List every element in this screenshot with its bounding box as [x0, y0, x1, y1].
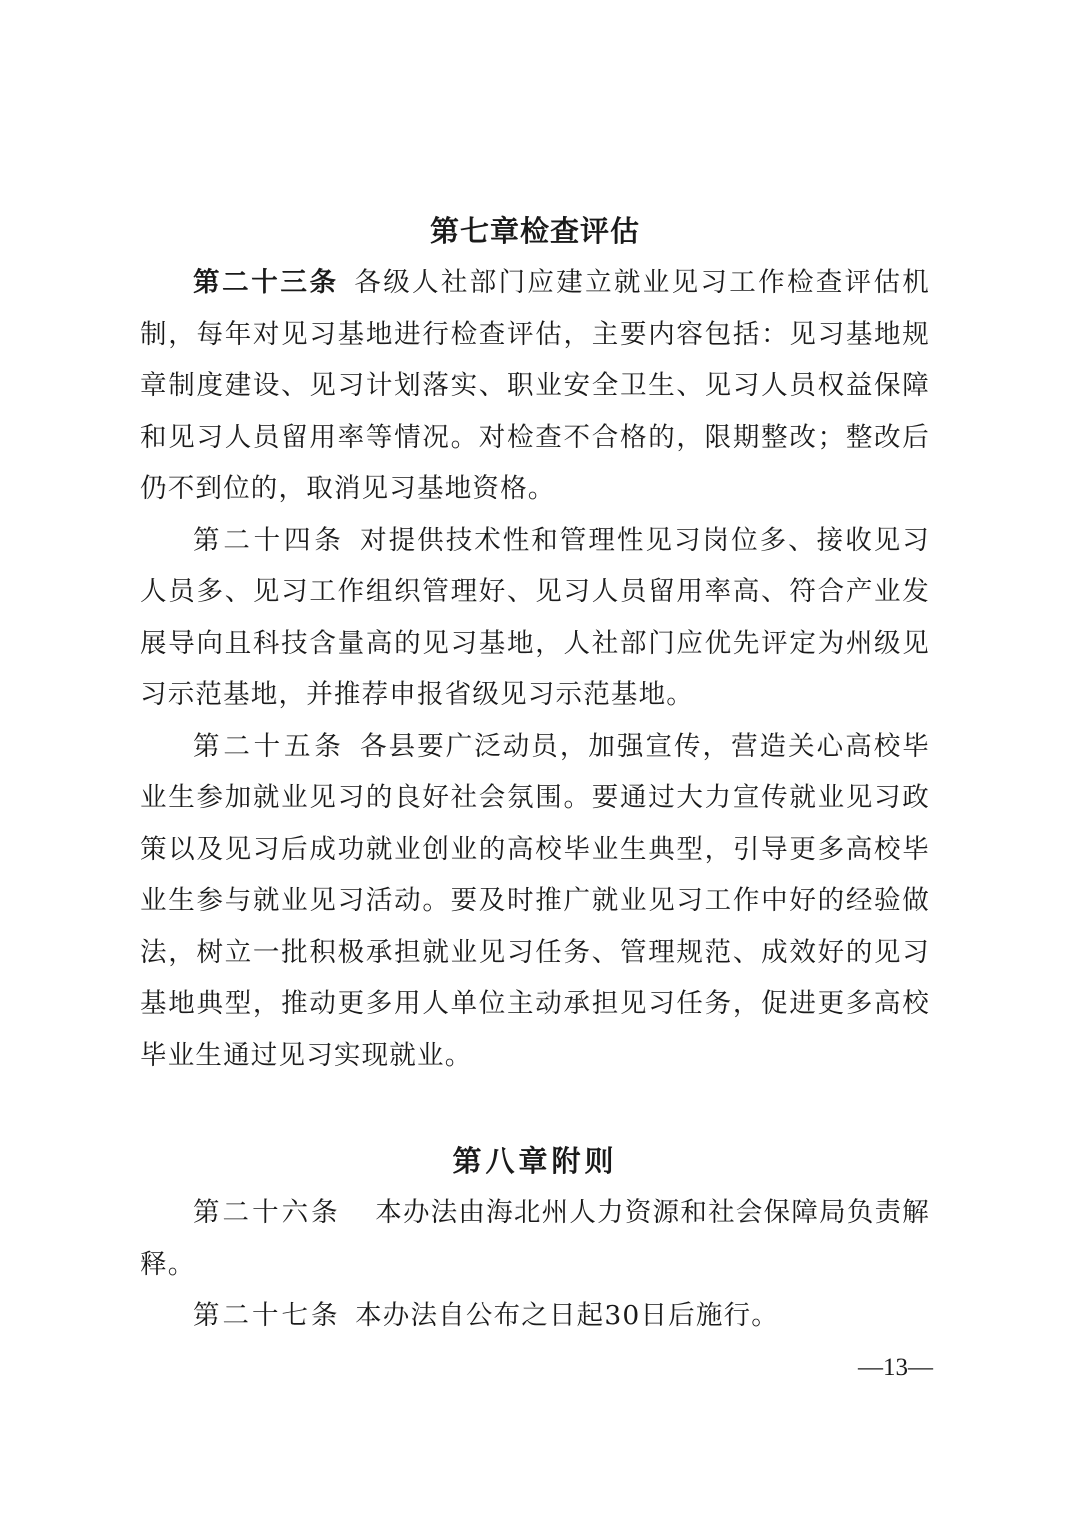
article-26 — [140, 1187, 930, 1290]
article-24 — [140, 515, 930, 721]
article-24-label: 第二十四条 — [193, 524, 345, 556]
article-27 — [140, 1290, 930, 1342]
chapter-7-title: 第七章检查评估 — [429, 214, 640, 248]
article-25-text: 各县要广泛动员，加强宣传，营造关心高校毕业生参加就业见习的良好社会氛围。要通过大力宣传就业见习政策以及见习后成功就业创业的高校毕业生典型，引导更多高校毕业生参与就业见习活动。要及时推广就业见习工作中好的经验做法，树立一批积极承担就业见习任务、管理规范、成效好的见习基地典型，推动更多用人单位主动承担见习任务，促进更多高校毕业生通过见习实现就业。 — [140, 730, 930, 1071]
article-23-text: 各级人社部门应建立就业见习工作检查评估机制，每年对见习基地进行检查评估，主要内容包括：见习基地规章制度建设、见习计划落实、职业安全卫生、见习人员权益保障和见习人员留用率等情况。对检查不合格的，限期整改；整改后仍不到位的，取消见习基地资格。 — [140, 267, 930, 504]
article-23 — [140, 257, 930, 515]
page-content — [140, 205, 930, 1342]
article-25 — [140, 721, 930, 1082]
article-24-text: 对提供技术性和管理性见习岗位多、接收见习人员多、见习工作组织管理好、见习人员留用率高、符合产业发展导向且科技含量高的见习基地，人社部门应优先评定为州级见习示范基地，并推荐申报省级见习示范基地。 — [140, 524, 930, 710]
chapter-8-title: 第八章附则 — [452, 1144, 618, 1178]
article-27-text: 本办法自公布之日起30日后施行。 — [355, 1300, 779, 1331]
page-number: —13— — [858, 1354, 933, 1381]
article-23-label: 第二十三条 — [193, 267, 339, 298]
article-25-label: 第二十五条 — [193, 730, 345, 762]
article-26-label: 第二十六条 — [193, 1197, 341, 1228]
article-26-text: 本办法由海北州人力资源和社会保障局负责解释。 — [140, 1197, 931, 1280]
article-27-label: 第二十七条 — [193, 1300, 341, 1331]
